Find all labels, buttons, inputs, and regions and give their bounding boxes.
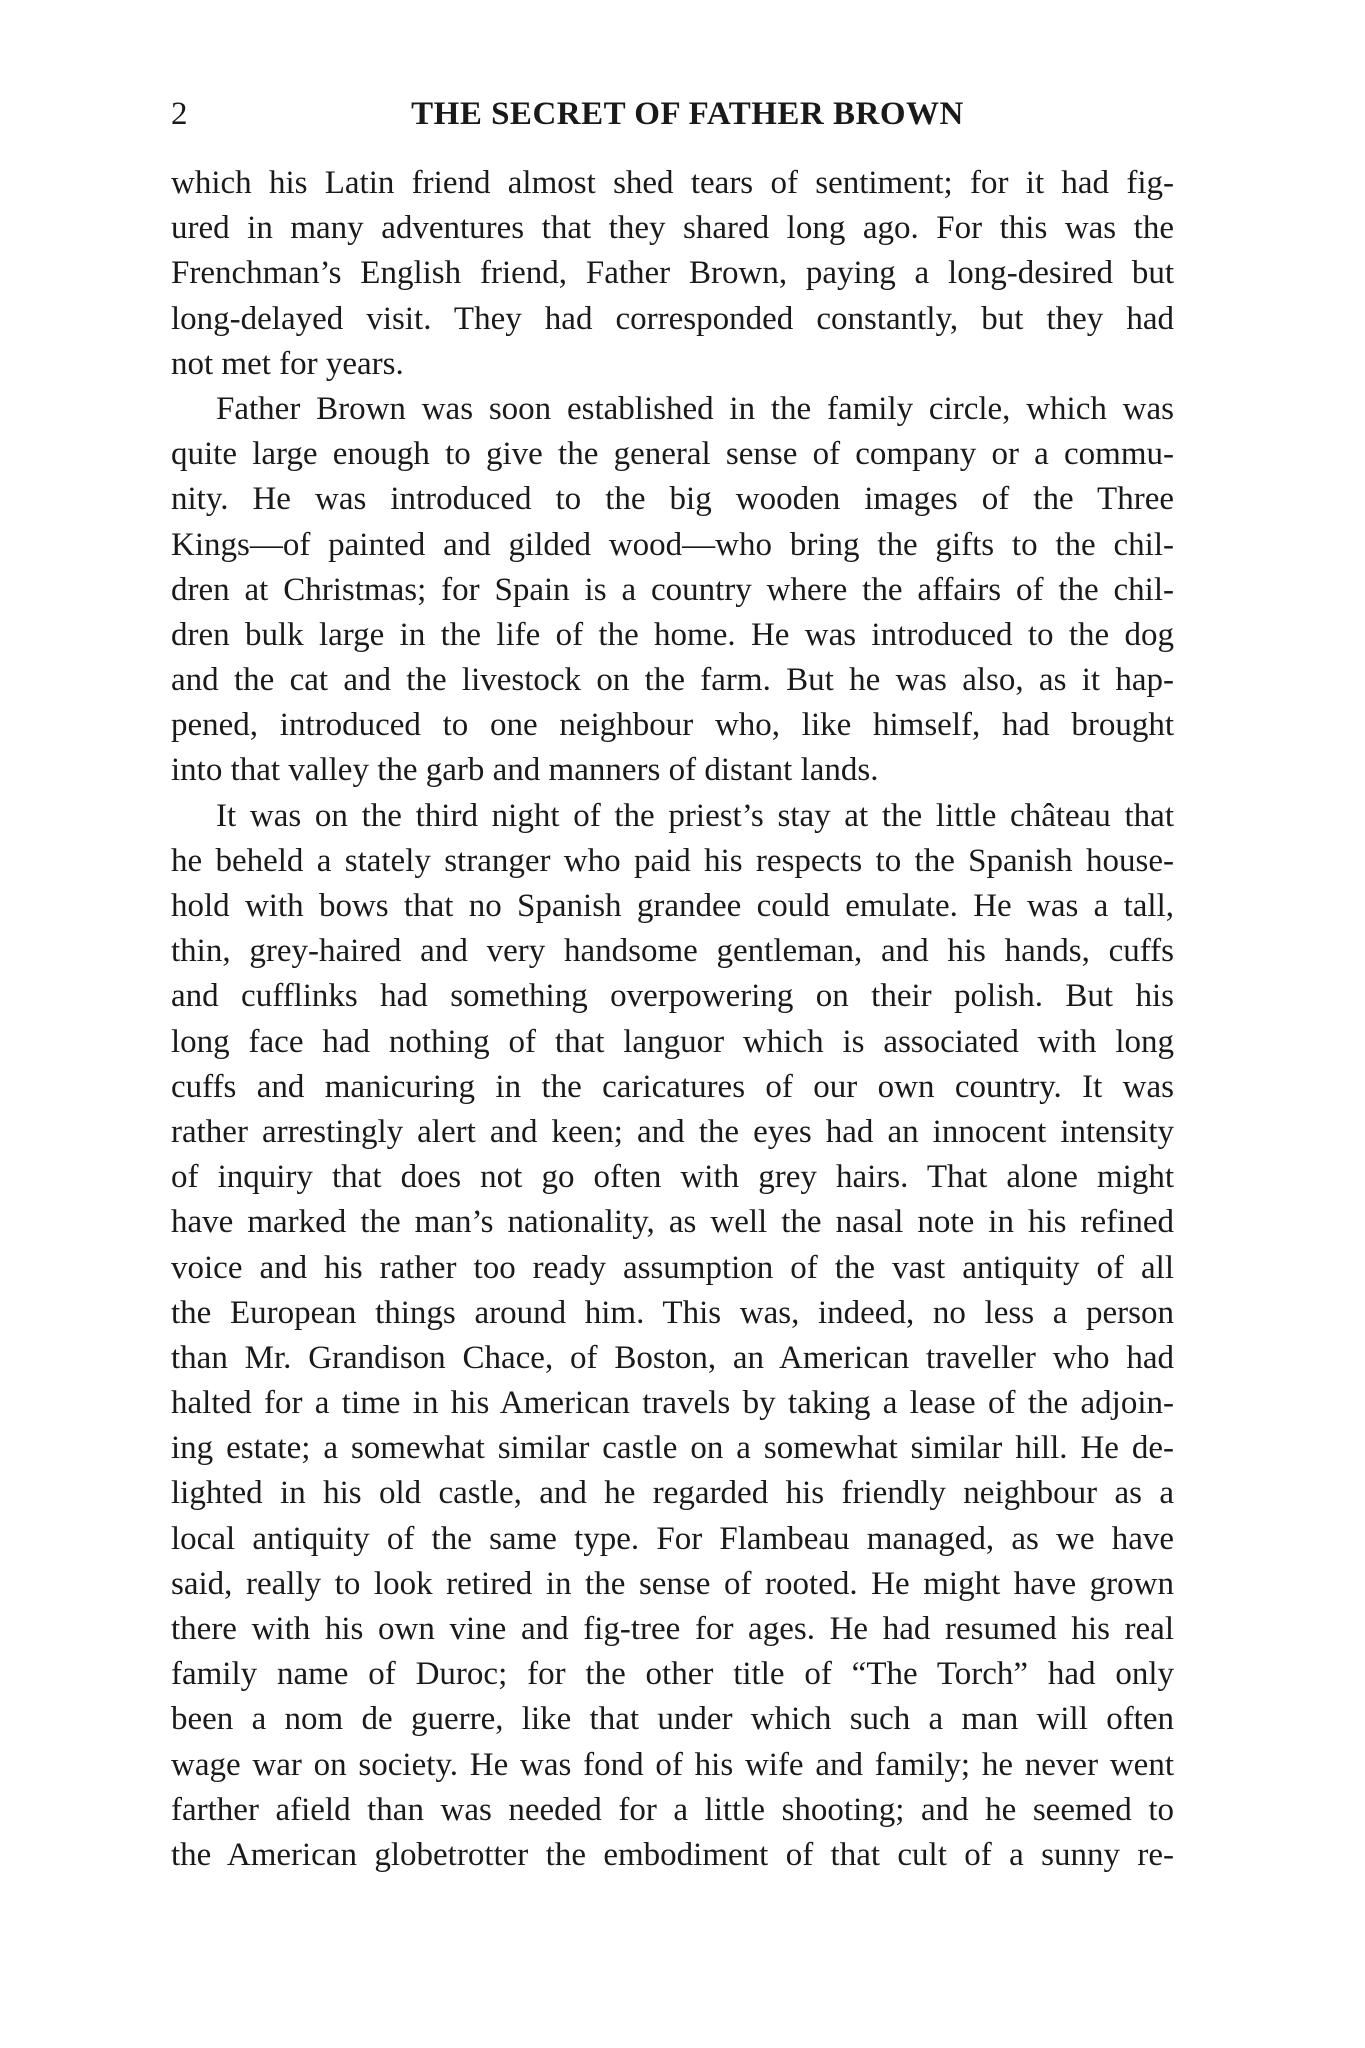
text-line: quite large enough to give the general sense of company or a commu-	[171, 436, 1174, 473]
text-line: family name of Duroc; for the other title of “The Torch” had only	[171, 1656, 1174, 1693]
body-text	[171, 161, 1174, 1878]
running-title: THE SECRET OF FATHER BROWN	[411, 96, 964, 132]
text-line: Father Brown was soon established in the family circle, which was	[216, 390, 1174, 427]
text-line: ured in many adventures that they shared long ago. For this was the	[171, 210, 1174, 247]
text-line: of inquiry that does not go often with grey hairs. That alone might	[171, 1159, 1174, 1196]
text-line: and the cat and the livestock on the farm. But he was also, as it hap-	[171, 662, 1174, 699]
text-line: rather arrestingly alert and keen; and the eyes had an innocent intensity	[171, 1113, 1174, 1150]
text-line: into that valley the garb and manners of distant lands.	[171, 752, 879, 789]
text-line: long-delayed visit. They had corresponded constantly, but they had	[171, 300, 1174, 337]
text-line: local antiquity of the same type. For Flambeau managed, as we have	[171, 1520, 1174, 1557]
text-line: lighted in his old castle, and he regarded his friendly neighbour as a	[171, 1475, 1174, 1512]
text-line: said, really to look retired in the sense of rooted. He might have grown	[171, 1565, 1174, 1602]
text-line: Frenchman’s English friend, Father Brown, paying a long-desired but	[171, 255, 1174, 292]
text-line: voice and his rather too ready assumption of the vast antiquity of all	[171, 1249, 1174, 1286]
text-line: there with his own vine and fig-tree for ages. He had resumed his real	[171, 1611, 1174, 1647]
text-line: he beheld a stately stranger who paid his respects to the Spanish house-	[171, 842, 1174, 879]
text-line: have marked the man’s nationality, as well the nasal note in his refined	[171, 1204, 1174, 1241]
text-line: wage war on society. He was fond of his wife and family; he never went	[171, 1746, 1174, 1783]
text-line: and cufflinks had something overpowering on their polish. But his	[171, 978, 1174, 1015]
text-line: pened, introduced to one neighbour who, like himself, had brought	[171, 707, 1174, 744]
text-line: Kings—of painted and gilded wood—who bring the gifts to the chil-	[171, 526, 1174, 563]
text-line: long face had nothing of that languor which is associated with long	[171, 1023, 1174, 1060]
text-line: ing estate; a somewhat similar castle on a somewhat similar hill. He de-	[171, 1430, 1174, 1467]
text-line: hold with bows that no Spanish grandee could emulate. He was a tall,	[171, 888, 1174, 924]
text-line: which his Latin friend almost shed tears of sentiment; for it had fig-	[171, 165, 1174, 201]
text-line: dren at Christmas; for Spain is a country where the affairs of the chil-	[171, 571, 1174, 608]
text-line: nity. He was introduced to the big wooden images of the Three	[171, 481, 1174, 518]
text-line: dren bulk large in the life of the home. He was introduced to the dog	[171, 616, 1174, 653]
text-line: thin, grey-haired and very handsome gentleman, and his hands, cuffs	[171, 933, 1174, 970]
text-line: not met for years.	[171, 345, 404, 382]
page-number: 2	[171, 96, 188, 132]
text-line: than Mr. Grandison Chace, of Boston, an American traveller who had	[171, 1339, 1174, 1376]
text-line: been a nom de guerre, like that under which such a man will often	[171, 1701, 1174, 1738]
running-head	[171, 92, 1174, 136]
text-line: halted for a time in his American travels by taking a lease of the adjoin-	[171, 1385, 1174, 1422]
text-line: the American globetrotter the embodiment of that cult of a sunny re-	[171, 1836, 1174, 1873]
text-line: It was on the third night of the priest’s stay at the little château that	[216, 797, 1174, 834]
text-line: farther afield than was needed for a little shooting; and he seemed to	[171, 1791, 1174, 1828]
text-line: cuffs and manicuring in the caricatures of our own country. It was	[171, 1068, 1174, 1105]
text-line: the European things around him. This was, indeed, no less a person	[171, 1294, 1174, 1331]
